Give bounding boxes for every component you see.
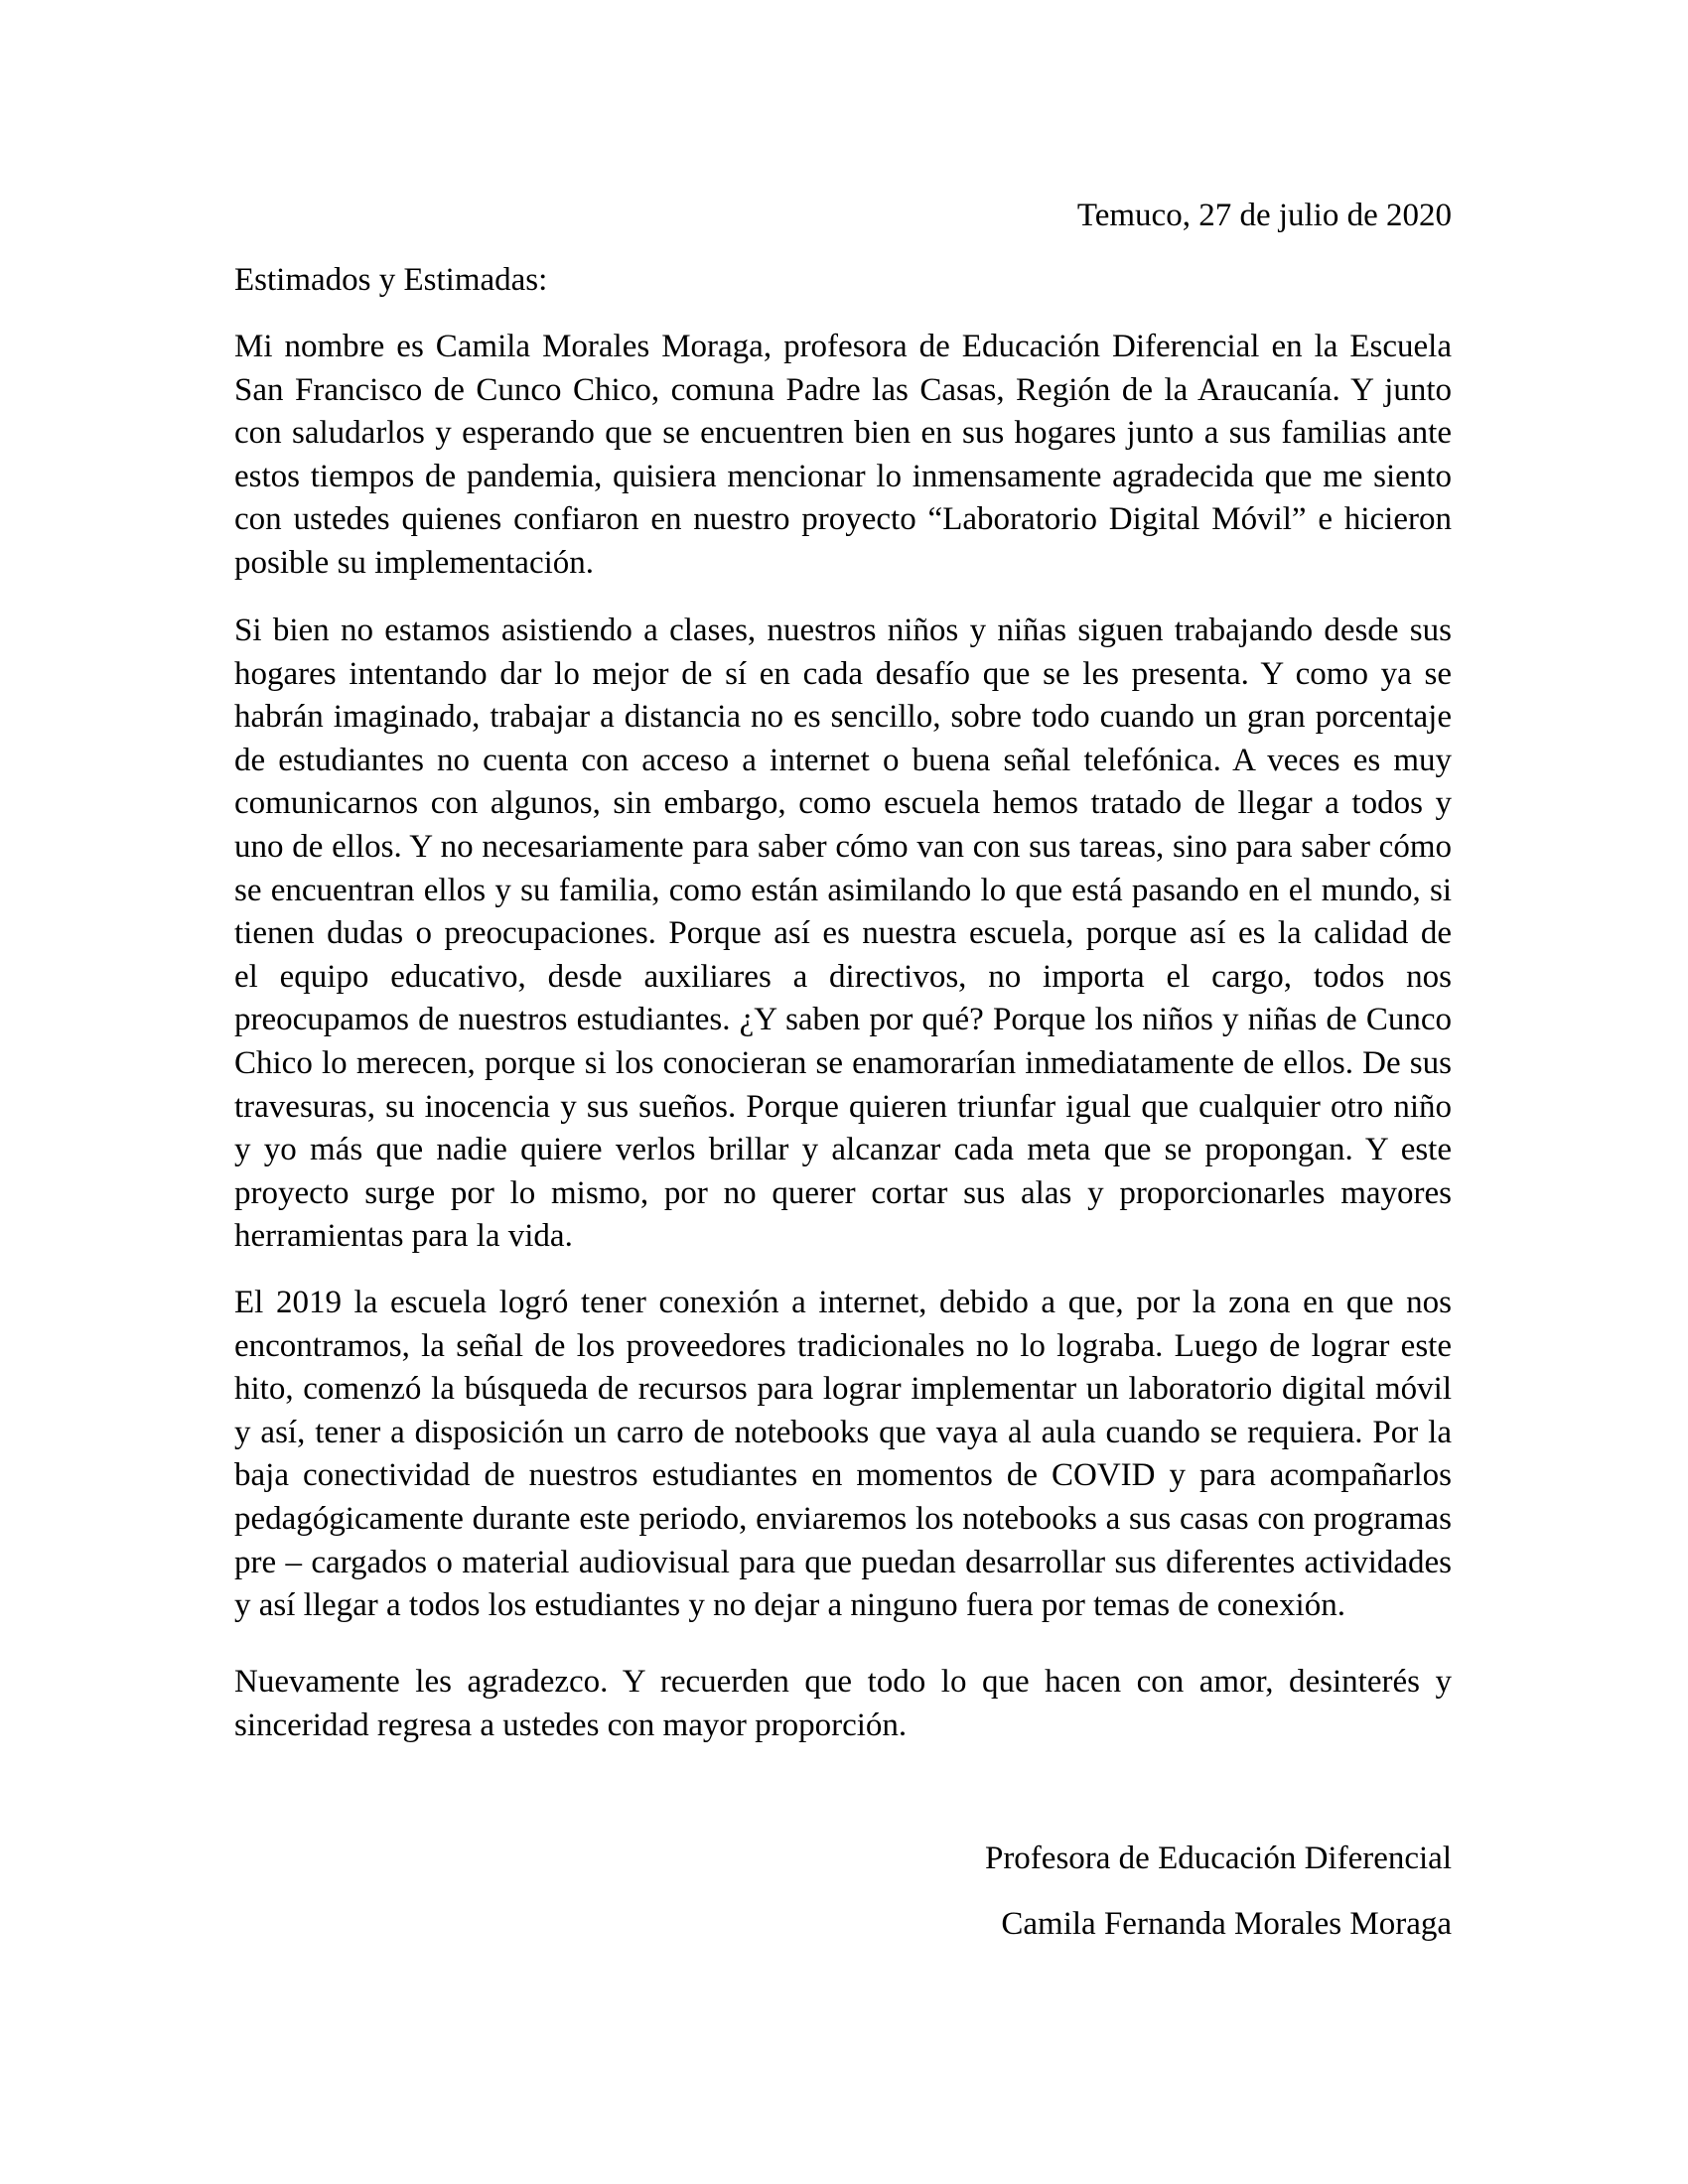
paragraph-line: pre – cargados o material audiovisual para que puedan desarrollar sus diferentes actividades — [234, 1544, 1452, 1580]
paragraph-line: baja conectividad de nuestros estudiantes en momentos de COVID y para acompañarlos — [234, 1457, 1452, 1494]
paragraph-line: Mi nombre es Camila Morales Moraga, profesora de Educación Diferencial en la Escuela — [234, 329, 1452, 364]
letter-date: Temuco, 27 de julio de 2020 — [1076, 198, 1452, 233]
paragraph-line: Chico lo merecen, porque si los conocieran se enamorarían inmediatamente de ellos. De sus — [234, 1045, 1452, 1081]
paragraph-line: preocupamos de nuestros estudiantes. ¿Y saben por qué? Porque los niños y niñas de Cunco — [234, 1002, 1452, 1038]
paragraph-line: habrán imaginado, trabajar a distancia no es sencillo, sobre todo cuando un gran porcentaje — [234, 699, 1452, 736]
paragraph-line: hito, comenzó la búsqueda de recursos para lograr implementar un laboratorio digital móvil — [234, 1371, 1452, 1408]
paragraph-line: y yo más que nadie quiere verlos brillar y alcanzar cada meta que se propongan. Y este — [234, 1132, 1452, 1168]
paragraph-line: con saludarlos y esperando que se encuentren bien en sus hogares junto a sus familias ante — [234, 415, 1452, 452]
paragraph-line: Si bien no estamos asistiendo a clases, nuestros niños y niñas siguen trabajando desde sus — [234, 613, 1452, 648]
paragraph-line: encontramos, la señal de los proveedores tradicionales no lo lograba. Luego de lograr este — [234, 1327, 1452, 1364]
paragraph-line: pedagógicamente durante este periodo, enviaremos los notebooks a sus casas con programas — [234, 1501, 1452, 1537]
signature-name: Camila Fernanda Morales Moraga — [1001, 1906, 1452, 1942]
paragraph-line: de estudiantes no cuenta con acceso a internet o buena señal telefónica. A veces es muy — [234, 742, 1452, 778]
paragraph-line: Nuevamente les agradezco. Y recuerden que todo lo que hacen con amor, desinterés y — [234, 1664, 1452, 1700]
paragraph-line: se encuentran ellos y su familia, como están asimilando lo que está pasando en el mundo, si — [234, 872, 1452, 908]
paragraph-line: El 2019 la escuela logró tener conexión a internet, debido a que, por la zona en que nos — [234, 1285, 1452, 1320]
paragraph-line: y así llegar a todos los estudiantes y no dejar a ninguno fuera por temas de conexión. — [234, 1587, 1345, 1624]
paragraph-line: estos tiempos de pandemia, quisiera mencionar lo inmensamente agradecida que me siento — [234, 458, 1452, 494]
paragraph-line: el equipo educativo, desde auxiliares a directivos, no importa el cargo, todos nos — [234, 958, 1452, 995]
paragraph-line: herramientas para la vida. — [234, 1218, 573, 1255]
paragraph-line: hogares intentando dar lo mejor de sí en cada desafío que se les presenta. Y como ya se — [234, 655, 1452, 692]
signature-title: Profesora de Educación Diferencial — [984, 1841, 1452, 1876]
paragraph-line: y así, tener a disposición un carro de notebooks que vaya al aula cuando se requiera. Por la — [234, 1414, 1452, 1450]
paragraph-line: proyecto surge por lo mismo, por no querer cortar sus alas y proporcionarles mayores — [234, 1174, 1452, 1211]
paragraph-line: San Francisco de Cunco Chico, comuna Padre las Casas, Región de la Araucanía. Y junto — [234, 371, 1452, 408]
paragraph-line: sinceridad regresa a ustedes con mayor proporción. — [234, 1706, 908, 1743]
paragraph-line: travesuras, su inocencia y sus sueños. Porque quieren triunfar igual que cualquier otro niño — [234, 1088, 1452, 1125]
paragraph-line: posible su implementación. — [234, 545, 595, 581]
paragraph-line: comunicarnos con algunos, sin embargo, como escuela hemos tratado de llegar a todos y — [234, 785, 1452, 822]
letter-salutation: Estimados y Estimadas: — [234, 262, 548, 298]
paragraph-line: con ustedes quienes confiaron en nuestro proyecto “Laboratorio Digital Móvil” e hicieron — [234, 501, 1452, 538]
paragraph-line: uno de ellos. Y no necesariamente para saber cómo van con sus tareas, sino para saber cómo — [234, 829, 1452, 865]
paragraph-line: tienen dudas o preocupaciones. Porque así es nuestra escuela, porque así es la calidad de — [234, 915, 1452, 952]
